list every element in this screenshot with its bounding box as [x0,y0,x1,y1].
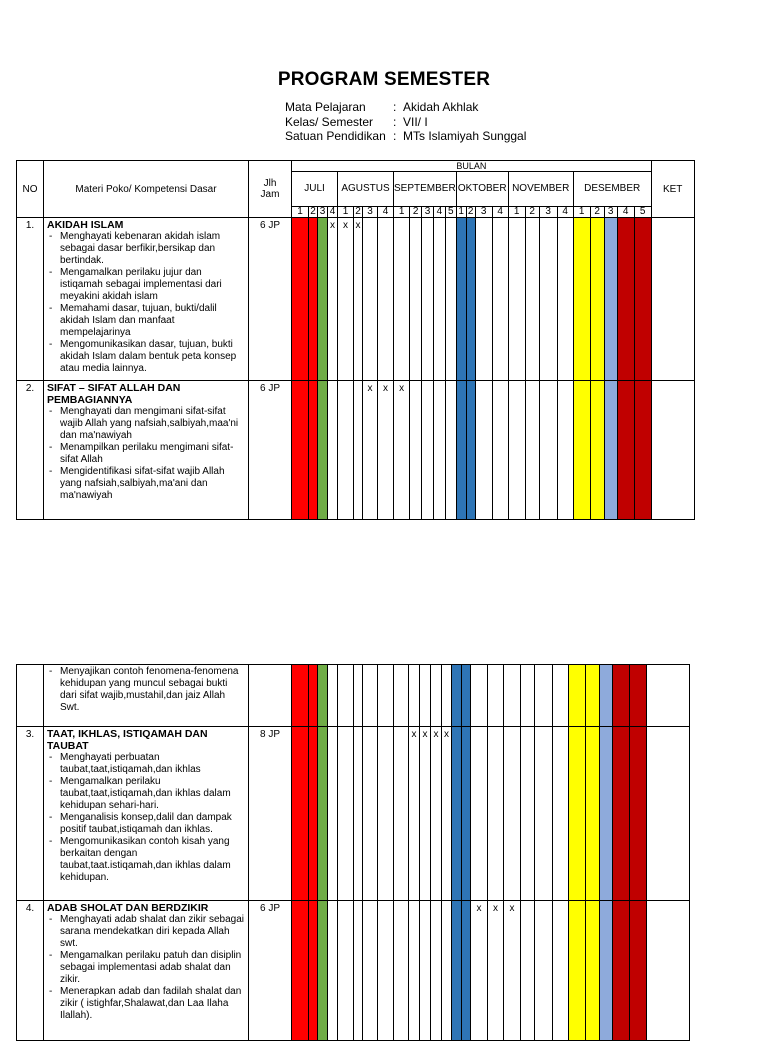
week-cell: x [431,727,442,901]
week-cell [466,381,475,520]
week-cell [433,381,445,520]
document-info [285,100,526,144]
month-header: JULI [292,172,338,206]
header-jlh-jam [249,161,292,218]
week-cell [634,381,651,520]
week-cell [586,665,600,727]
week-cell [309,218,318,381]
week-number: 1 [456,206,466,217]
week-cell [586,727,600,901]
header-bulan: BULAN [292,161,652,172]
week-cell [309,901,318,1041]
month-header: DESEMBER [573,172,651,206]
week-cell [535,901,553,1041]
week-cell [504,727,521,901]
week-cell [471,665,488,727]
week-cell [466,218,475,381]
week-cell [338,665,354,727]
row-number [17,665,44,727]
week-cell [354,665,363,727]
week-cell [309,381,318,520]
header-materi: Materi Poko/ Kompetensi Dasar [44,161,249,218]
week-cell [630,665,647,727]
week-cell [338,381,354,520]
table-row [17,218,695,381]
week-cell [590,218,604,381]
table-row [17,727,690,901]
table-row [17,381,695,520]
row-heading: SIFAT – SIFAT ALLAH DAN PEMBAGIANNYA [47,382,181,406]
week-cell [292,381,309,520]
week-number: 1 [292,206,309,217]
week-cell [318,901,328,1041]
row-materi [44,218,249,381]
week-number: 4 [557,206,573,217]
week-cell [309,665,318,727]
row-ket [651,381,694,520]
page-title: PROGRAM SEMESTER [277,69,491,90]
week-cell [433,218,445,381]
week-cell [462,665,471,727]
week-cell [292,218,309,381]
week-cell [354,727,363,901]
week-number: 3 [475,206,492,217]
header-no: NO [17,161,44,218]
list-item: - Menampilkan perilaku mengimani sifat-sifat Allah [47,442,245,466]
row-ket [647,665,690,727]
week-cell [521,901,535,1041]
list-item: - Memahami dasar, tujuan, bukti/dalil akidah Islam dan manfaat mempelajarinya [47,303,245,339]
week-cell [600,727,613,901]
week-cell: x [442,727,452,901]
row-hours: 6 JP [249,381,292,520]
week-number: 3 [604,206,617,217]
week-number: 5 [445,206,456,217]
week-cell [431,901,442,1041]
week-cell [634,218,651,381]
week-number: 4 [433,206,445,217]
list-item: - Mengomunikasikan contoh kisah yang berkaitan dengan taubat,taat.istiqamah,dan ikhlas dalam kehidupan. [47,836,245,884]
week-cell [318,381,328,520]
week-number: 4 [492,206,508,217]
week-cell [521,727,535,901]
week-cell [504,665,521,727]
info-separator: : [393,114,397,129]
week-cell [475,218,492,381]
week-cell [410,218,422,381]
row-number: 2. [17,381,44,520]
row-hours: 8 JP [249,727,292,901]
week-cell [354,901,363,1041]
week-number: 2 [355,205,361,217]
week-cell [422,218,434,381]
schedule-table-2 [16,664,690,1041]
row-ket [651,218,694,381]
week-cell [452,665,462,727]
week-cell [600,665,613,727]
week-cell [292,665,309,727]
week-cell [600,901,613,1041]
week-number: 3 [539,206,557,217]
info-row [285,100,526,115]
week-cell [488,665,504,727]
week-cell [590,381,604,520]
week-cell: x [378,381,394,520]
week-cell [492,218,508,381]
info-row [285,129,526,144]
week-cell [378,218,394,381]
week-cell: x [409,727,420,901]
week-cell [394,218,410,381]
week-cell [445,381,456,520]
row-materi [44,727,249,901]
week-cell [442,901,452,1041]
week-number: 3 [318,206,328,217]
week-cell [363,727,378,901]
info-label: Satuan Pendidikan [285,129,386,143]
week-cell [363,901,378,1041]
row-points [47,231,245,375]
week-number: 1 [508,206,525,217]
row-materi [44,901,249,1041]
week-cell [410,381,422,520]
list-item: - Menghayati perbuatan taubat,taat,istiqamah,dan ikhlas [47,752,245,776]
week-cell [553,665,569,727]
week-number: 2 [525,206,539,217]
week-cell [525,381,539,520]
list-item: - Menerapkan adab dan fadilah shalat dan zikir ( istighfar,Shalawat,dan Laa Ilaha Ilallah). [47,986,245,1022]
row-points [47,666,245,714]
week-cell [328,381,338,520]
week-cell: x [338,218,354,381]
week-number: 3 [422,206,434,217]
week-cell [378,727,394,901]
week-number: 3 [363,206,378,217]
week-cell [535,727,553,901]
week-cell [431,665,442,727]
week-cell [569,665,586,727]
week-cell [318,218,328,381]
week-cell [525,218,539,381]
list-item: - Mengamalkan perilaku taubat,taat,istiqamah,dan ikhlas dalam kehidupan sehari-hari. [47,776,245,812]
week-cell [573,381,590,520]
row-ket [647,901,690,1041]
week-number: 4 [328,206,338,217]
list-item: - Mengamalkan perilaku jujur dan istiqamah sebagai implementasi dari meyakini akidah islam [47,267,245,303]
list-item: - Mengidentifikasi sifat-sifat wajib Allah yang nafsiah,salbiyah,ma'ani dan ma'nawiyah [47,466,245,502]
week-cell [613,665,630,727]
week-cell [292,727,309,901]
week-cell: x [354,218,363,381]
week-number: 5 [634,206,651,217]
row-heading: AKIDAH ISLAM [47,219,124,231]
week-cell [363,218,378,381]
week-cell [420,665,431,727]
info-label: Mata Pelajaran [285,100,366,114]
list-item: - Mengamalkan perilaku patuh dan disiplin sebagai implementasi adab shalat dan zikir. [47,950,245,986]
list-item: - Mengomunikasikan dasar, tujuan, bukti akidah Islam dalam bentuk peta konsep atau media lainnya. [47,339,245,375]
week-cell [452,901,462,1041]
week-cell [557,218,573,381]
week-cell [394,901,409,1041]
week-cell [318,665,328,727]
row-hours: 6 JP [249,218,292,381]
week-cell [630,727,647,901]
week-cell [328,727,338,901]
week-cell: x [328,218,338,381]
row-heading: TAAT, IKHLAS, ISTIQAMAH DAN TAUBAT [47,728,208,752]
row-ket [647,727,690,901]
month-header: SEPTEMBER [394,172,457,206]
week-cell: x [394,381,410,520]
row-number: 1. [17,218,44,381]
row-points [47,914,245,1022]
week-cell [492,381,508,520]
week-cell [539,218,557,381]
week-cell [613,727,630,901]
list-item: - Menyajikan contoh fenomena-fenomena kehidupan yang muncul sebagai bukti dari sifat wajib,mustahil,dan jaiz Allah Swt. [47,666,245,714]
info-value: VII/ I [403,114,428,129]
month-header: AGUSTUS [338,172,394,206]
week-cell [617,218,634,381]
week-cell [557,381,573,520]
week-number: 1 [338,206,354,217]
week-cell [553,727,569,901]
week-cell [420,901,431,1041]
week-cell [363,665,378,727]
list-item: - Menghayati kebenaran akidah islam sebagai dasar berfikir,bersikap dan bertindak. [47,231,245,267]
week-cell [456,218,466,381]
month-header: NOVEMBER [508,172,573,206]
header-jlh: Jlh [263,178,277,189]
week-cell: x [488,901,504,1041]
week-cell [309,727,318,901]
row-points [47,752,245,884]
row-hours [249,665,292,727]
week-cell [456,381,466,520]
week-cell [462,901,471,1041]
header-ket: KET [651,161,694,218]
info-row [285,115,526,130]
week-cell [409,901,420,1041]
week-number: 1 [394,206,410,217]
week-cell [462,727,471,901]
week-cell [422,381,434,520]
week-cell [613,901,630,1041]
month-header: OKTOBER [456,172,508,206]
row-points [47,406,245,502]
week-cell [394,665,409,727]
info-separator: : [393,129,397,143]
week-cell [604,381,617,520]
info-label: Kelas/ Semester [285,114,374,129]
week-number: 2 [310,205,316,217]
week-cell [378,665,394,727]
week-cell [394,727,409,901]
week-cell: x [363,381,378,520]
week-cell [442,665,452,727]
week-number: 4 [378,206,394,217]
table-row [17,665,690,727]
info-value: MTs Islamiyah Sunggal [403,129,527,143]
row-materi [44,665,249,727]
row-materi [44,381,249,520]
week-cell [508,381,525,520]
week-number: 2 [467,205,474,217]
week-cell [318,727,328,901]
row-hours: 6 JP [249,901,292,1041]
row-heading: ADAB SHOLAT DAN BERDZIKIR [47,902,209,914]
week-cell [521,665,535,727]
week-cell [378,901,394,1041]
row-number: 3. [17,727,44,901]
week-cell [338,901,354,1041]
week-cell [475,381,492,520]
week-cell [617,381,634,520]
list-item: - Menghayati dan mengimani sifat-sifat wajib Allah yang nafsiah,salbiyah,maa'ni dan ma'nawiyah [47,406,245,442]
week-cell [569,727,586,901]
week-cell: x [504,901,521,1041]
week-cell [539,381,557,520]
week-cell [488,727,504,901]
week-cell: x [471,901,488,1041]
week-cell [452,727,462,901]
week-cell [586,901,600,1041]
week-cell [328,901,338,1041]
row-number: 4. [17,901,44,1041]
week-cell [409,665,420,727]
week-cell [354,381,363,520]
table-row [17,901,690,1041]
week-number: 4 [617,206,634,217]
info-separator: : [393,100,397,114]
schedule-table-1 [16,160,695,520]
week-number: 2 [590,206,604,217]
info-value: Akidah Akhlak [403,100,479,114]
week-cell [445,218,456,381]
week-cell [328,665,338,727]
week-number: 1 [573,206,590,217]
week-cell [569,901,586,1041]
week-cell [292,901,309,1041]
week-cell [535,665,553,727]
list-item: - Menghayati adab shalat dan zikir sebagai sarana mendekatkan diri kepada Allah swt. [47,914,245,950]
week-cell [508,218,525,381]
header-jam: Jam [260,189,280,200]
week-cell [338,727,354,901]
list-item: - Menganalisis konsep,dalil dan dampak positif taubat,istiqamah dan ikhlas. [47,812,245,836]
week-cell [630,901,647,1041]
week-number: 2 [410,206,422,217]
week-cell [471,727,488,901]
week-cell [553,901,569,1041]
week-cell [573,218,590,381]
week-cell: x [420,727,431,901]
week-cell [604,218,617,381]
